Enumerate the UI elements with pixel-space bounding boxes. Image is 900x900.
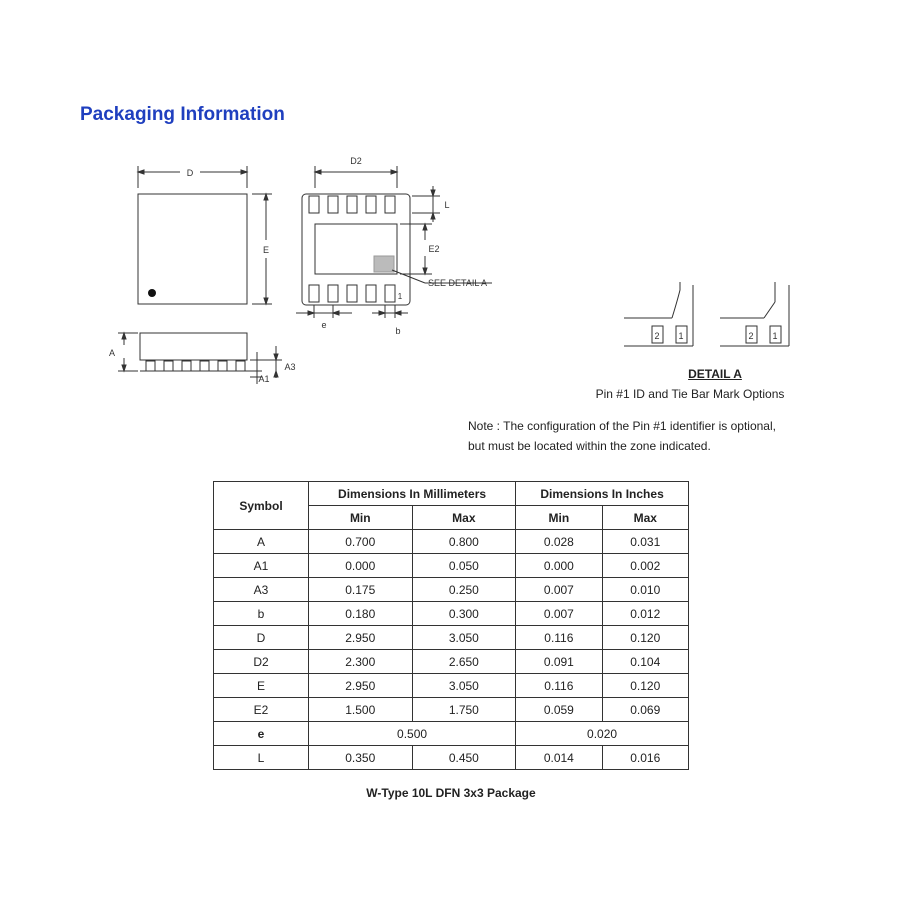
pin1-note [468, 416, 808, 456]
in-max-cell: 0.120 [602, 674, 688, 698]
mm-cell: 0.500 [309, 722, 516, 746]
table-row [214, 602, 689, 626]
mm-min-cell: 1.500 [309, 698, 413, 722]
in-max-cell: 0.016 [602, 746, 688, 770]
symbol-cell: e [214, 722, 309, 746]
note-line-1: Note : The configuration of the Pin #1 identifier is optional, [468, 419, 776, 433]
dim-label-b: b [395, 326, 401, 336]
dim-label-A: A [108, 348, 116, 358]
mm-max-header: Max [412, 506, 516, 530]
symbol-cell: A1 [214, 554, 309, 578]
in-min-cell: 0.000 [516, 554, 602, 578]
detail-a-title: DETAIL A [688, 367, 742, 381]
mm-min-cell: 2.950 [309, 674, 413, 698]
detail-a-drawing [624, 282, 789, 346]
symbol-cell: D [214, 626, 309, 650]
table-caption: W-Type 10L DFN 3x3 Package [366, 786, 536, 800]
symbol-cell: A3 [214, 578, 309, 602]
detail-pin1-left: 1 [678, 331, 684, 341]
table-header-row [214, 482, 689, 506]
note-line-2: but must be located within the zone indicated. [468, 439, 711, 453]
mm-min-cell: 0.700 [309, 530, 413, 554]
in-min-cell: 0.007 [516, 578, 602, 602]
mm-max-cell: 0.300 [412, 602, 516, 626]
mm-min-cell: 2.300 [309, 650, 413, 674]
side-view [118, 333, 282, 384]
in-max-cell: 0.012 [602, 602, 688, 626]
symbol-cell: E2 [214, 698, 309, 722]
symbol-header: Symbol [214, 482, 309, 530]
symbol-cell: L [214, 746, 309, 770]
symbol-cell: E [214, 674, 309, 698]
dim-label-E2: E2 [428, 244, 440, 254]
dim-label-A1: A1 [258, 374, 270, 384]
in-max-cell: 0.104 [602, 650, 688, 674]
in-min-cell: 0.059 [516, 698, 602, 722]
mm-max-cell: 1.750 [412, 698, 516, 722]
symbol-cell: b [214, 602, 309, 626]
table-row [214, 722, 689, 746]
mm-max-cell: 0.450 [412, 746, 516, 770]
mm-max-cell: 0.250 [412, 578, 516, 602]
mm-min-cell: 0.180 [309, 602, 413, 626]
detail-pin2-right: 2 [748, 331, 754, 341]
mm-max-cell: 3.050 [412, 674, 516, 698]
detail-pin2-left: 2 [654, 331, 660, 341]
page-title: Packaging Information [80, 104, 285, 125]
table-row [214, 578, 689, 602]
table-row [214, 674, 689, 698]
symbol-cell: A [214, 530, 309, 554]
dim-label-A3: A3 [284, 362, 296, 372]
mm-max-cell: 3.050 [412, 626, 516, 650]
mm-min-cell: 0.350 [309, 746, 413, 770]
in-max-cell: 0.010 [602, 578, 688, 602]
in-min-cell: 0.091 [516, 650, 602, 674]
dim-label-E: E [262, 245, 270, 255]
table-row [214, 530, 689, 554]
in-min-cell: 0.014 [516, 746, 602, 770]
in-min-header: Min [516, 506, 602, 530]
in-max-cell: 0.031 [602, 530, 688, 554]
in-max-cell: 0.069 [602, 698, 688, 722]
mm-header: Dimensions In Millimeters [309, 482, 516, 506]
inch-header: Dimensions In Inches [516, 482, 689, 506]
dim-label-L: L [444, 200, 450, 210]
symbol-cell: D2 [214, 650, 309, 674]
mm-min-header: Min [309, 506, 413, 530]
dimensions-table [213, 481, 689, 770]
table-row [214, 626, 689, 650]
table-row [214, 746, 689, 770]
detail-a-subtitle: Pin #1 ID and Tie Bar Mark Options [595, 387, 785, 401]
bottom-view [296, 166, 492, 318]
in-max-cell: 0.120 [602, 626, 688, 650]
table-row [214, 650, 689, 674]
mm-min-cell: 2.950 [309, 626, 413, 650]
mm-min-cell: 0.175 [309, 578, 413, 602]
in-max-cell: 0.002 [602, 554, 688, 578]
mm-max-cell: 0.800 [412, 530, 516, 554]
mm-max-cell: 2.650 [412, 650, 516, 674]
in-max-header: Max [602, 506, 688, 530]
mm-min-cell: 0.000 [309, 554, 413, 578]
top-view [138, 166, 272, 304]
dim-label-D: D [186, 168, 194, 178]
dim-label-D2: D2 [350, 156, 362, 166]
dim-label-e: e [321, 320, 327, 330]
in-min-cell: 0.028 [516, 530, 602, 554]
table-row [214, 698, 689, 722]
table-row [214, 554, 689, 578]
mm-max-cell: 0.050 [412, 554, 516, 578]
in-min-cell: 0.116 [516, 626, 602, 650]
in-min-cell: 0.007 [516, 602, 602, 626]
detail-pin1-right: 1 [772, 331, 778, 341]
in-min-cell: 0.116 [516, 674, 602, 698]
pin1-label: 1 [397, 292, 403, 301]
see-detail-label: SEE DETAIL A [428, 278, 488, 288]
in-cell: 0.020 [516, 722, 689, 746]
